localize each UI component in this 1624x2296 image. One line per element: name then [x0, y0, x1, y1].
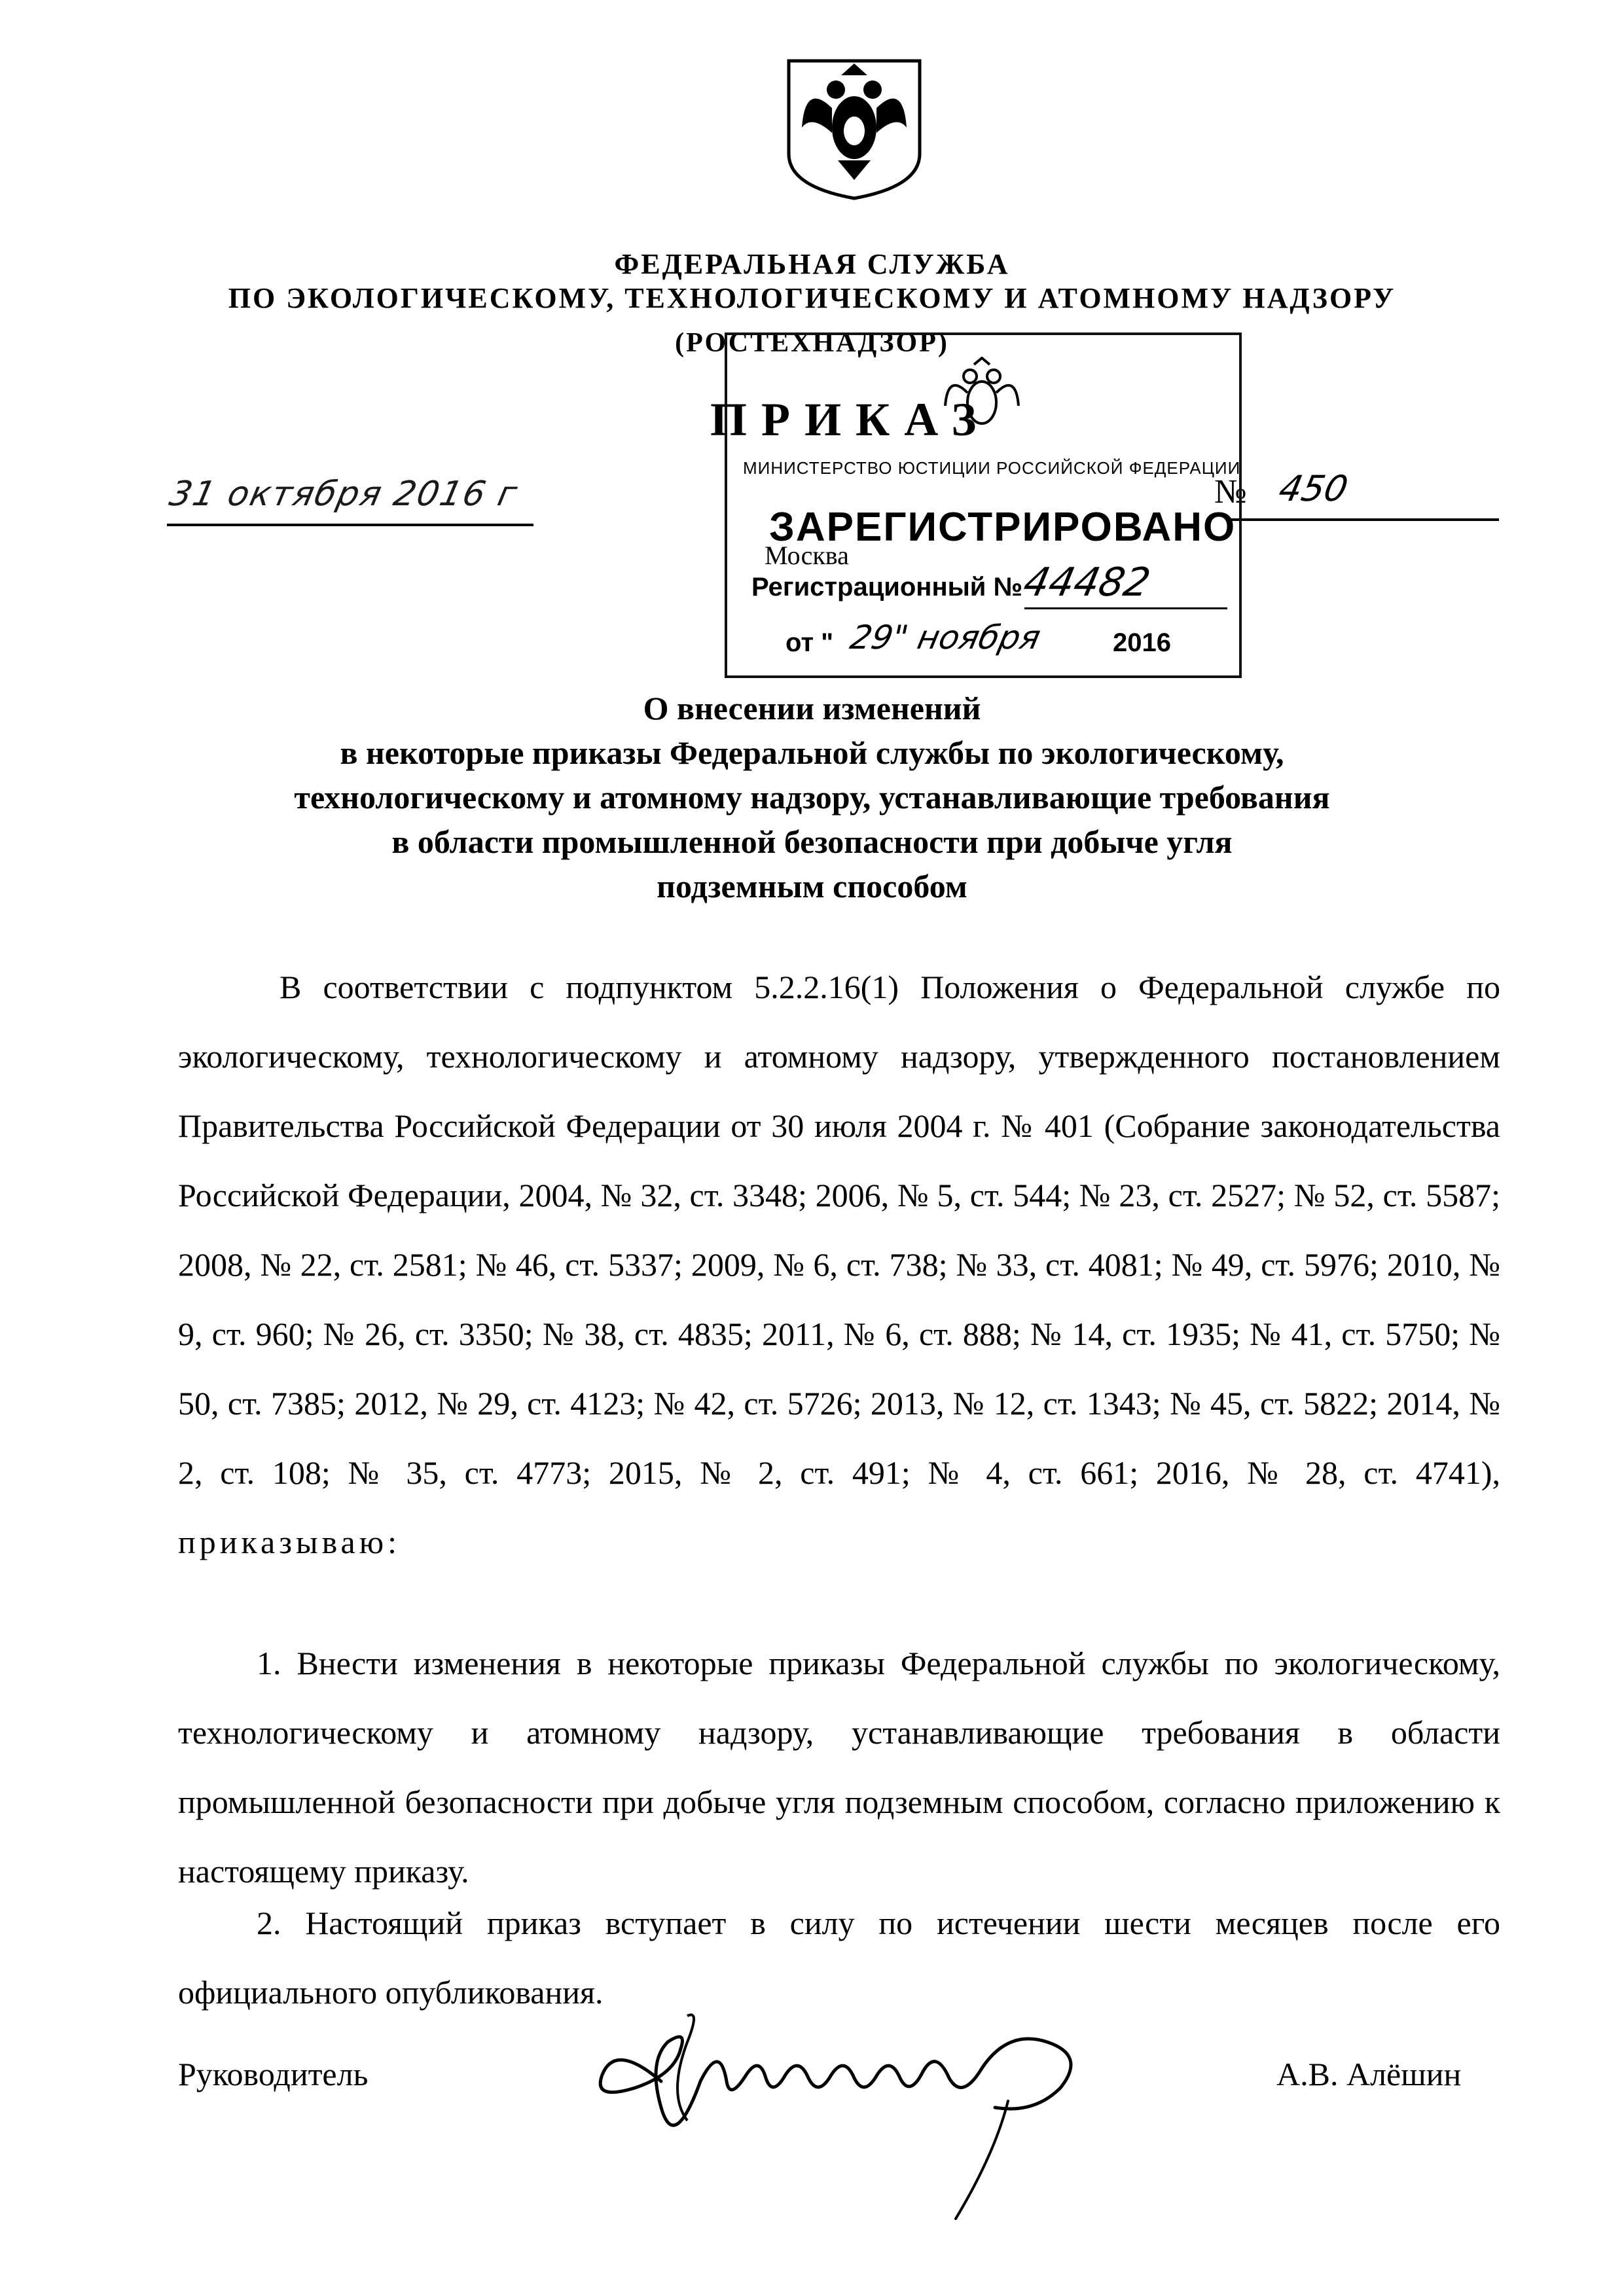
- signatory-position: Руководитель: [178, 2056, 369, 2092]
- stamp-from-label: от ": [785, 628, 834, 657]
- stamp-reg-number: 44482: [1019, 560, 1155, 605]
- stamp-ministry: МИНИСТЕРСТВО ЮСТИЦИИ РОССИЙСКОЙ ФЕДЕРАЦИИ: [743, 458, 1241, 478]
- stamp-reg-underline: [1024, 607, 1227, 609]
- city: Москва: [765, 541, 849, 570]
- document-type: ПРИКАЗ: [710, 393, 991, 446]
- title-line: технологическому и атомному надзору, устанавливающие требования: [294, 779, 1330, 816]
- clause-2: 2. Настоящий приказ вступает в силу по истечении шести месяцев после его официального опубликования.: [178, 1905, 1500, 2011]
- document-number: 450: [1275, 468, 1352, 509]
- stamp-emblem-icon: [936, 357, 1028, 442]
- title-line: в области промышленной безопасности при добыче угля: [391, 823, 1233, 860]
- stamp-reg-label: Регистрационный №: [751, 573, 1023, 601]
- number-underline: [1231, 518, 1499, 521]
- handwritten-signature: [589, 2003, 1178, 2251]
- document-date: 31 октября 2016 г: [166, 475, 522, 514]
- preamble-text: В соответствии с подпунктом 5.2.2.16(1) Положения о Федеральной службе по экологическому, технологическому и атомному надзору, утвержденного постановлением Правительства Российской Федерации от 30 июля 2004 г. № 401 (Собрание законодательства Российской Федерации, 2004, № 32, ст. 3348; 2006, № 5, ст. 544; № 23, ст. 2527; № 52, ст. 5587; 2008, № 22, ст. 2581; № 46, ст. 5337; 2009, № 6, ст. 738; № 33, ст. 4081; № 49, ст. 5976; 2010, № 9, ст. 960; № 26, ст. 3350; № 38, ст. 4835; 2011, № 6, ст. 888; № 14, ст. 1935; № 41, ст. 5750; № 50, ст. 7385; 2012, № 29, ст. 4123; № 42, ст. 5726; 2013, № 12, ст. 1343; № 45, ст. 5822; 2014, № 2, ст. 108; № 35, ст. 4773; 2015, № 2, ст. 491; № 4, ст. 661; 2016, № 28, ст. 4741),: [178, 969, 1500, 1491]
- order-word: приказываю:: [178, 1524, 401, 1560]
- document-title: [0, 686, 1624, 908]
- date-underline: [167, 524, 533, 526]
- stamp-registered: ЗАРЕГИСТРИРОВАНО: [769, 505, 1236, 550]
- signatory-name: А.В. Алёшин: [1276, 2056, 1462, 2092]
- state-emblem: [776, 56, 933, 201]
- stamp-year: 2016: [1113, 628, 1171, 657]
- title-line: подземным способом: [657, 868, 967, 905]
- agency-abbreviation: (РОСТЕХНАДЗОР): [675, 328, 949, 358]
- title-line: О внесении изменений: [643, 690, 981, 726]
- title-line: в некоторые приказы Федеральной службы по экологическому,: [340, 734, 1284, 771]
- number-sign: №: [1214, 473, 1247, 511]
- agency-name-line2: ПО ЭКОЛОГИЧЕСКОМУ, ТЕХНОЛОГИЧЕСКОМУ И АТОМНОМУ НАДЗОРУ: [228, 282, 1396, 314]
- stamp-from-date: 29" ноября: [846, 619, 1044, 656]
- preamble-paragraph: [178, 952, 1500, 1577]
- agency-name-line1: ФЕДЕРАЛЬНАЯ СЛУЖБА: [614, 248, 1010, 280]
- clause-1: 1. Внести изменения в некоторые приказы Федеральной службы по экологическому, технологическому и атомному надзору, устанавливающие требования в области промышленной безопасности при добыче угля подземным способом, согласно приложению к настоящему приказу.: [178, 1645, 1500, 1890]
